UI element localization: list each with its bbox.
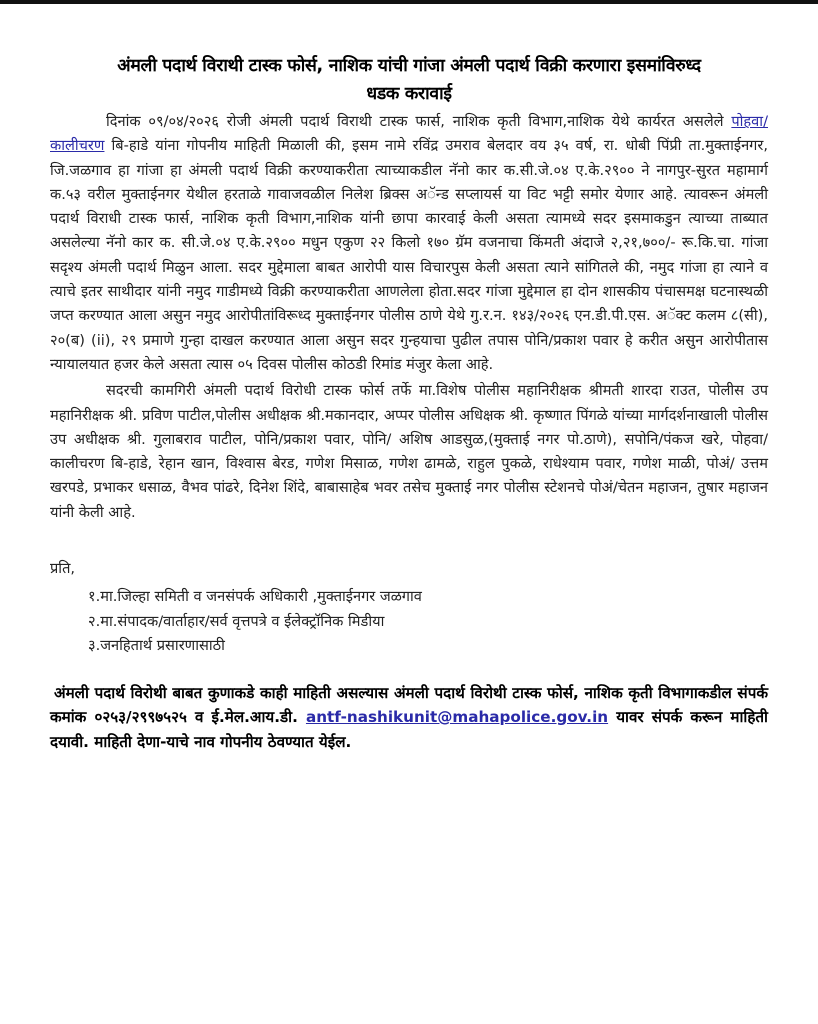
officer-name-link[interactable]: पोहवा/कालीचरण	[50, 113, 768, 155]
recipient-item: २.मा.संपादक/वार्ताहार/सर्व वृत्तपत्रे व ईलेक्ट्रॉनिक मिडीया	[88, 612, 385, 630]
recipients-list	[50, 585, 768, 659]
email-link[interactable]: antf-nashikunit@mahapolice.gov.in	[305, 708, 609, 727]
recipient-item: ३.जनहितार्थ प्रसारणासाठी	[88, 637, 225, 655]
recipients-label: प्रति,	[50, 560, 76, 578]
credits-paragraph: सदरची कामगिरी अंमली पदार्थ विरोधी टास्क फोर्स तर्फे मा.विशेष पोलीस महानिरीक्षक श्रीमती शारदा राउत, पोलीस उप महानिरीक्षक श्री. प्रविण पाटील,पोलीस अधीक्षक श्री.मकानदार, अप्पर पोलीस अधिक्षक श्री. कृष्णात पिंगळे यांच्या मार्गदर्शनाखाली पोलीस उप अधीक्षक श्री. गुलाबराव पाटील, पोनि/प्रकाश पवार, पोनि/ अशिष आडसुळ,(मुक्ताई नगर पो.ठाणे), सपोनि/पंकज खरे, पोहवा/ कालीचरण बि-हाडे, रेहान खान, विश्वास बेरड, गणेश मिसाळ, गणेश ढामळे, राहुल पुकळे, राधेश्याम पवार, गणेश माळी, पोअं/ उत्तम खरपडे, प्रभाकर धसाळ, वैभव पांढरे, दिनेश शिंदे, बाबासाहेब भवर तसेच मुक्ताई नगर पोलीस स्टेशनचे पोअं/चेतन महाजन, तुषार महाजन यांनी केली आहे.	[50, 382, 768, 521]
top-edge-bar	[0, 0, 818, 4]
title-line-1: अंमली पदार्थ विराथी टास्क फोर्स, नाशिक यांची गांजा अंमली पदार्थ विक्री करणारा इसमांविरुध्द	[117, 56, 701, 76]
document-title	[50, 52, 768, 108]
press-release-document	[50, 52, 768, 754]
recipient-item: १.मा.जिल्हा समिती व जनसंपर्क अधिकारी ,मुक्ताईनगर जळगाव	[88, 588, 422, 606]
contact-text-end: यावर संपर्क करून माहिती दयावी. माहिती देणा-याचे नाव गोपनीय ठेवण्यात येईल.	[50, 708, 768, 751]
incident-text-start: दिनांक ०९/०४/२०२६ रोजी अंमली पदार्थ विराथी टास्क फार्स, नाशिक कृती विभाग,नाशिक येथे कार्यरत असलेले	[106, 113, 732, 130]
incident-text-rest: बि-हाडे यांना गोपनीय माहिती मिळाली की, इसम नामे रविंद्र उमराव बेलदार वय ३५ वर्ष, रा. धोबी पिंप्री ता.मुक्ताईनगर, जि.जळगाव हा गांजा हा अंमली पदार्थ विक्री करण्याकरीता त्याच्याकडील नॅनो कार क.सी.जे.०४ ए.के.२९०० ने नागपुर-सुरत महामार्ग क.५३ वरील मुक्ताईनगर येथील हरताळे गावाजवळील निलेश ब्रिक्स अॅन्ड सप्लायर्स या विट भट्टी समोर येणार आहे. त्यावरून अंमली पदार्थ विराधी टास्क फार्स, नाशिक कृती विभाग,नाशिक यांनी छापा कारवाई केली असता त्यामध्ये सदर इसमाकडुन त्याच्या ताब्यात असलेल्या नॅनो कार क. सी.जे.०४ ए.के.२९०० मधुन एकुण २२ किलो १७० ग्रॅम वजनाचा किंमती अंदाजे २,२१,७००/- रू.कि.चा. गांजा सदृश्य अंमली पदार्थ मिळुन आला. सदर मुद्देमाला बाबत आरोपी यास विचारपुस केली असता त्याने सांगितले की, नमुद गांजा हा त्याने व त्याचे इतर साथीदार यांनी नमुद गाडीमध्ये विक्री करण्याकरीता आणलेला होता.सदर गांजा मुद्देमाल हा दोन शासकीय पंचासमक्ष घटनास्थळी जप्त करण्यात आला असुन नमुद आरोपीतांविरूध्द मुक्ताईनगर पोलीस ठाणे येथे गु.र.न. १४३/२०२६ एन.डी.पी.एस. अॅक्ट कलम ८(सी), २०(ब) (ii), २९ प्रमाणे गुन्हा दाखल करण्यात आला असुन सदर गुन्हयाचा पुढील तपास पोनि/प्रकाश पवार हे करीत असुन आरोपीतास न्यायालयात हजर केले असता त्यास ०५ दिवस पोलीस कोठडी रिमांड मंजुर केला आहे.	[50, 137, 768, 373]
incident-paragraph	[50, 110, 768, 377]
contact-text-start: अंमली पदार्थ विरोथी बाबत कुणाकडे काही माहिती असल्यास अंमली पदार्थ विरोथी टास्क फोर्स, नाशिक कृती विभागाकडील संपर्क कमांक ०२५३/२९९७५२५ व ई.मेल.आय.डी.	[50, 683, 768, 727]
title-line-2: धडक करावाई	[366, 84, 452, 104]
contact-notice	[50, 681, 768, 755]
